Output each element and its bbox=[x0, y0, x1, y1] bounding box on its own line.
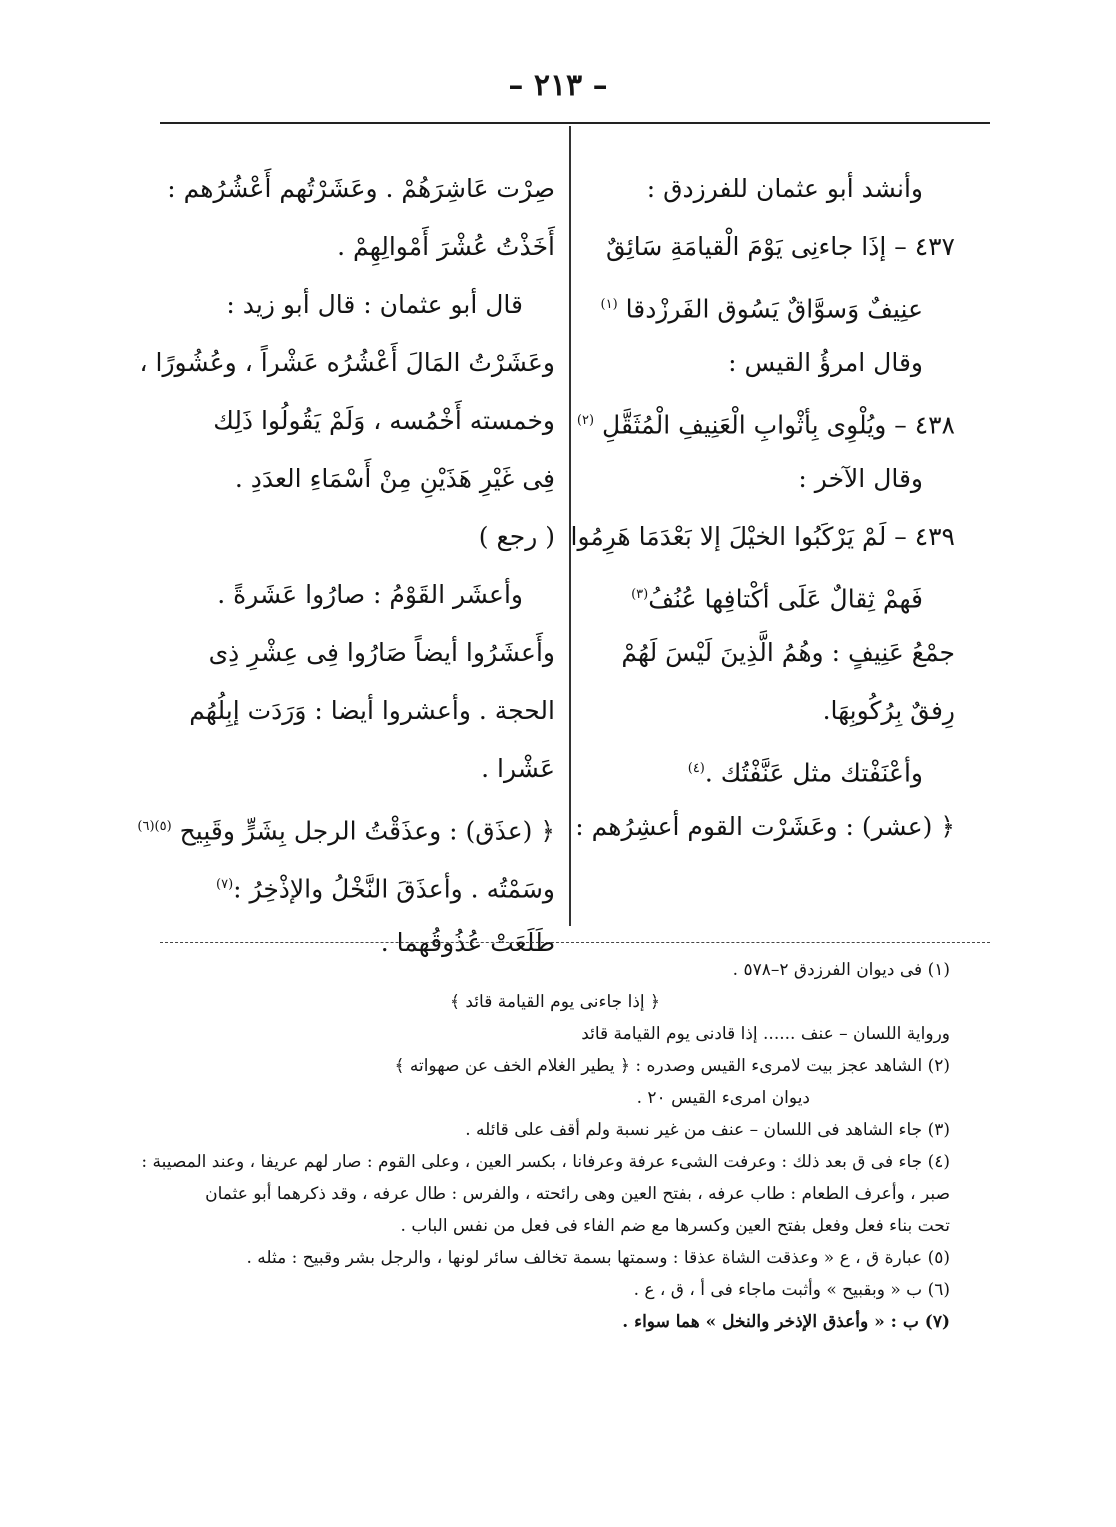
verse-line: ٤٣٩ – لَمْ يَرْكَبُوا الخيْلَ إلا بَعْدَمَا هَرِمُوا bbox=[570, 522, 955, 551]
text-line: طَلَعَتْ عُذُوقُهما . bbox=[380, 928, 555, 957]
footnote: (٦) ب « وبقبيح » وأثبت ماجاء فى أ ، ق ، ع . bbox=[633, 1280, 950, 1300]
text-line: وقال الآخر : bbox=[798, 464, 923, 493]
footnote-marker: (٣) bbox=[631, 587, 649, 602]
footnote: (٤) جاء فى ق بعد ذلك : وعرفت الشىء عرفة وعرفانا ، بكسر العين ، وعلى القوم : صار لهم عريفا ، وعند المصيبة : bbox=[141, 1152, 950, 1172]
footnote-marker: (٢) bbox=[576, 413, 595, 428]
footnote-marker: (٦) bbox=[137, 819, 155, 834]
footnote-marker: (٧) bbox=[216, 877, 234, 892]
page-number: – ٢١٣ – bbox=[508, 68, 608, 103]
footnote-verse: ﴿ إذا جاءنى يوم القيامة قائد ﴾ bbox=[450, 992, 660, 1012]
footnote: (٧) ب : « وأعذق الإذخر والنخل » هما سواء . bbox=[622, 1312, 950, 1332]
text-line: وأَعشَرُوا أيضاً صَارُوا فِى عِشْرِ ذِى bbox=[208, 638, 555, 667]
footnotes bbox=[141, 954, 950, 1338]
verse-line: عنِيفٌ وَسوَّاقٌ يَسُوق الفَرزْدقا $^{(١)}$ bbox=[600, 294, 923, 324]
footnote: ورواية اللسان – عنف ...... إذا قادنى يوم القيامة قائد bbox=[581, 1024, 950, 1044]
left-column bbox=[137, 160, 555, 972]
footnote: (٢) الشاهد عجز بيت لامرىء القيس وصدره : ﴿ يطير الغلام الخف عن صهواته ﴾ bbox=[394, 1056, 950, 1076]
entry-heading-line: ﴿ (عشر) : وعَشَرْت القوم أعشِرُهم : bbox=[575, 812, 955, 841]
text-line: صِرْت عَاشِرَهُمْ . وعَشَرْتُهم أَعْشُرُهم : bbox=[167, 174, 555, 203]
footnote: (١) فى ديوان الفرزدق ٢–٥٧٨ . bbox=[732, 960, 950, 980]
text-line: وأعْنَفْتك مثل عَنَّفْتُك .$^{(٤)}$ bbox=[687, 758, 923, 788]
footnote-marker: (٤) bbox=[687, 761, 705, 776]
footnote: ديوان امرىء القيس ٢٠ . bbox=[636, 1088, 810, 1108]
footnote-marker: (٥) bbox=[154, 819, 172, 834]
entry-heading-line: ﴿ (عذَق) : وعذَقْتُ الرجل بِشَرٍّ وقَبِيح $^{(٥)(٦)}$ bbox=[137, 816, 555, 846]
footnote: (٣) جاء الشاهد فى اللسان – عنف من غير نسبة ولم أقف على قائله . bbox=[465, 1120, 950, 1140]
footnote: تحت بناء فعل وفعل بفتح العين وكسرها مع ضم الفاء فى فعل من نفس الباب . bbox=[400, 1216, 950, 1236]
text-line: الحجة . وأعشروا أيضا : وَرَدَت إبِلُهُم bbox=[189, 696, 555, 725]
text-line: وعَشَرْتُ المَالَ أَعْشُرُه عَشْراً ، وعُشُورًا ، bbox=[139, 348, 555, 377]
text-line: جمْعُ عَنِيفٍ : وهُمُ الَّذِينَ لَيْسَ لَهُمْ bbox=[621, 638, 955, 667]
text-line: فِى غَيْرِ هَذَيْنِ مِنْ أَسْمَاءِ العدَدِ . bbox=[234, 464, 555, 493]
right-column bbox=[570, 160, 955, 856]
header-rule bbox=[160, 122, 990, 124]
text-line: رِفقٌ بِرُكُوبِهَا. bbox=[822, 696, 955, 725]
text-line: أَخَذْتُ عُشْرَ أَمْوالِهِمْ . bbox=[337, 232, 555, 261]
footnote: (٥) عبارة ق ، ع « وعذقت الشاة عذقا : وسمتها بسمة تخالف سائر لونها ، والرجل بشر وقبيح : مثله . bbox=[246, 1248, 950, 1268]
verse-line: فَهمْ ثِقالٌ عَلَى أكْتافِها عُنُفُ$^{(٣)}$ bbox=[631, 584, 923, 614]
text-line: وخمسته أَخْمُسه ، وَلَمْ يَقُولُوا ذَلِك bbox=[213, 406, 555, 435]
text-line: وأنشد أبو عثمان للفرزدق : bbox=[646, 174, 923, 203]
verse-line: ٤٣٨ – ويُلْوِى بِأثْوابِ الْعَنِيفِ الْمُثَقَّلِ $^{(٢)}$ bbox=[576, 410, 955, 440]
footnote: صبر ، وأعرف الطعام : طاب عرفه ، بفتح العين وهى رائحته ، والفرس : طال عرفه ، وقد ذكرهما أبو عثمان bbox=[205, 1184, 950, 1204]
text-line: وأعشَر القَوْمُ : صارُوا عَشَرةً . bbox=[217, 580, 523, 609]
text-line: وسَمْتُه . وأعذَقَ النَّخْلُ والإذْخِرُ :$^{(٧)}$ bbox=[216, 874, 555, 904]
text-line: وقال امرؤُ القيس : bbox=[728, 348, 923, 377]
footnote-marker: (١) bbox=[600, 297, 618, 312]
section-marker: ( رجع ) bbox=[478, 522, 555, 551]
text-line: عَشْرا . bbox=[481, 754, 555, 783]
footnote-rule bbox=[160, 942, 990, 943]
text-line: قال أبو عثمان : قال أبو زيد : bbox=[226, 290, 523, 319]
verse-line: ٤٣٧ – إذَا جاءنِى يَوْمَ الْقيامَةِ سَائِقٌ bbox=[605, 232, 955, 261]
